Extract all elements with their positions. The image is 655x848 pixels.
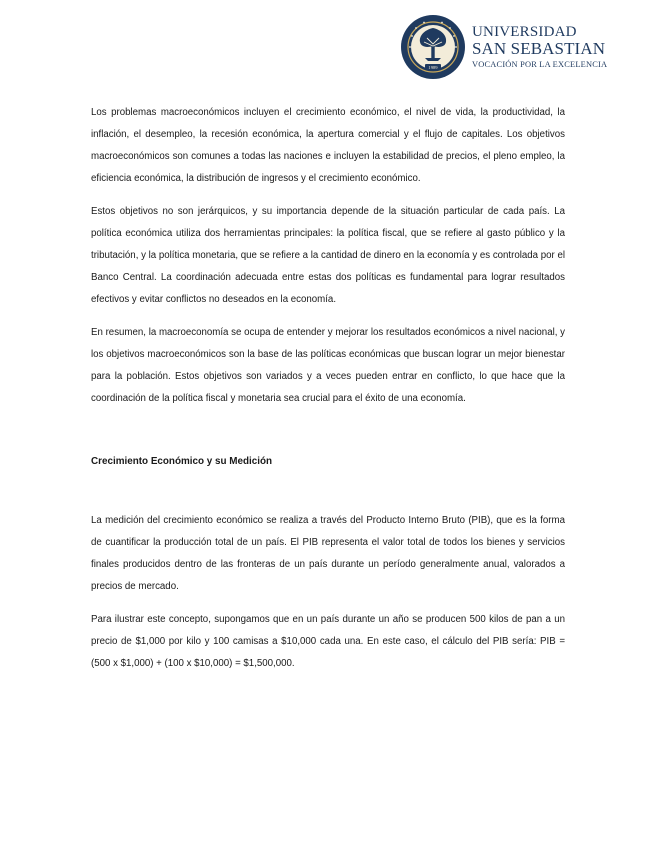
- paragraph-resumen: En resumen, la macroeconomía se ocupa de entender y mejorar los resultados económicos a nivel nacional, y los objetivos macroeconómicos son la base de las políticas económicas que buscan lograr un mejor bienestar para la población. Estos objetivos son variados y a veces pueden entrar en conflicto, lo que hace que la coordinación de la política fiscal y monetaria sea crucial para el éxito de una economía.: [91, 327, 565, 404]
- svg-text:1989: 1989: [428, 65, 438, 70]
- university-logo: [400, 12, 614, 82]
- university-tagline: VOCACIÓN POR LA EXCELENCIA: [472, 60, 608, 69]
- university-seal-icon: [400, 14, 466, 80]
- university-wordmark: [472, 24, 607, 70]
- paragraph-medicion-pib: La medición del crecimiento económico se realiza a través del Producto Interno Bruto (PIB), que es la forma de cuantificar la producción total de un país. El PIB representa el valor total de todos los bienes y servicios finales producidos dentro de las fronteras de un país durante un período generalmente anual, valorados a precios de mercado.: [91, 515, 565, 592]
- paragraph-objetivos: Estos objetivos no son jerárquicos, y su importancia depende de la situación particular de cada país. La política económica utiliza dos herramientas principales: la política fiscal, que se refiere al gasto público y la tributación, y la política monetaria, que se refiere a la cantidad de dinero en la economía y es controlada por el Banco Central. La coordinación adecuada entre estas dos políticas es fundamental para lograr resultados efectivos y evitar conflictos no deseados en la economía.: [91, 206, 565, 305]
- document-body: [91, 102, 565, 686]
- paragraph-ejemplo-pib: Para ilustrar este concepto, supongamos que en un país durante un año se producen 500 kilos de pan a un precio de $1,000 por kilo y 100 camisas a $10,000 cada una. En este caso, el cálculo del PIB sería: PIB = (500 x $1,000) + (100 x $10,000) = $1,500,000.: [91, 614, 565, 669]
- university-name-line2: SAN SEBASTIAN: [472, 39, 606, 58]
- paragraph-problemas-macro: Los problemas macroeconómicos incluyen el crecimiento económico, el nivel de vida, la productividad, la inflación, el desempleo, la recesión económica, la apertura comercial y el flujo de capitales. Los objetivos macroeconómicos son comunes a todas las naciones e incluyen la estabilidad de precios, el pleno empleo, la eficiencia económica, la distribución de ingresos y el crecimiento económico.: [91, 107, 565, 184]
- university-name-line1: UNIVERSIDAD: [472, 24, 577, 40]
- section-heading: Crecimiento Económico y su Medición: [91, 456, 273, 467]
